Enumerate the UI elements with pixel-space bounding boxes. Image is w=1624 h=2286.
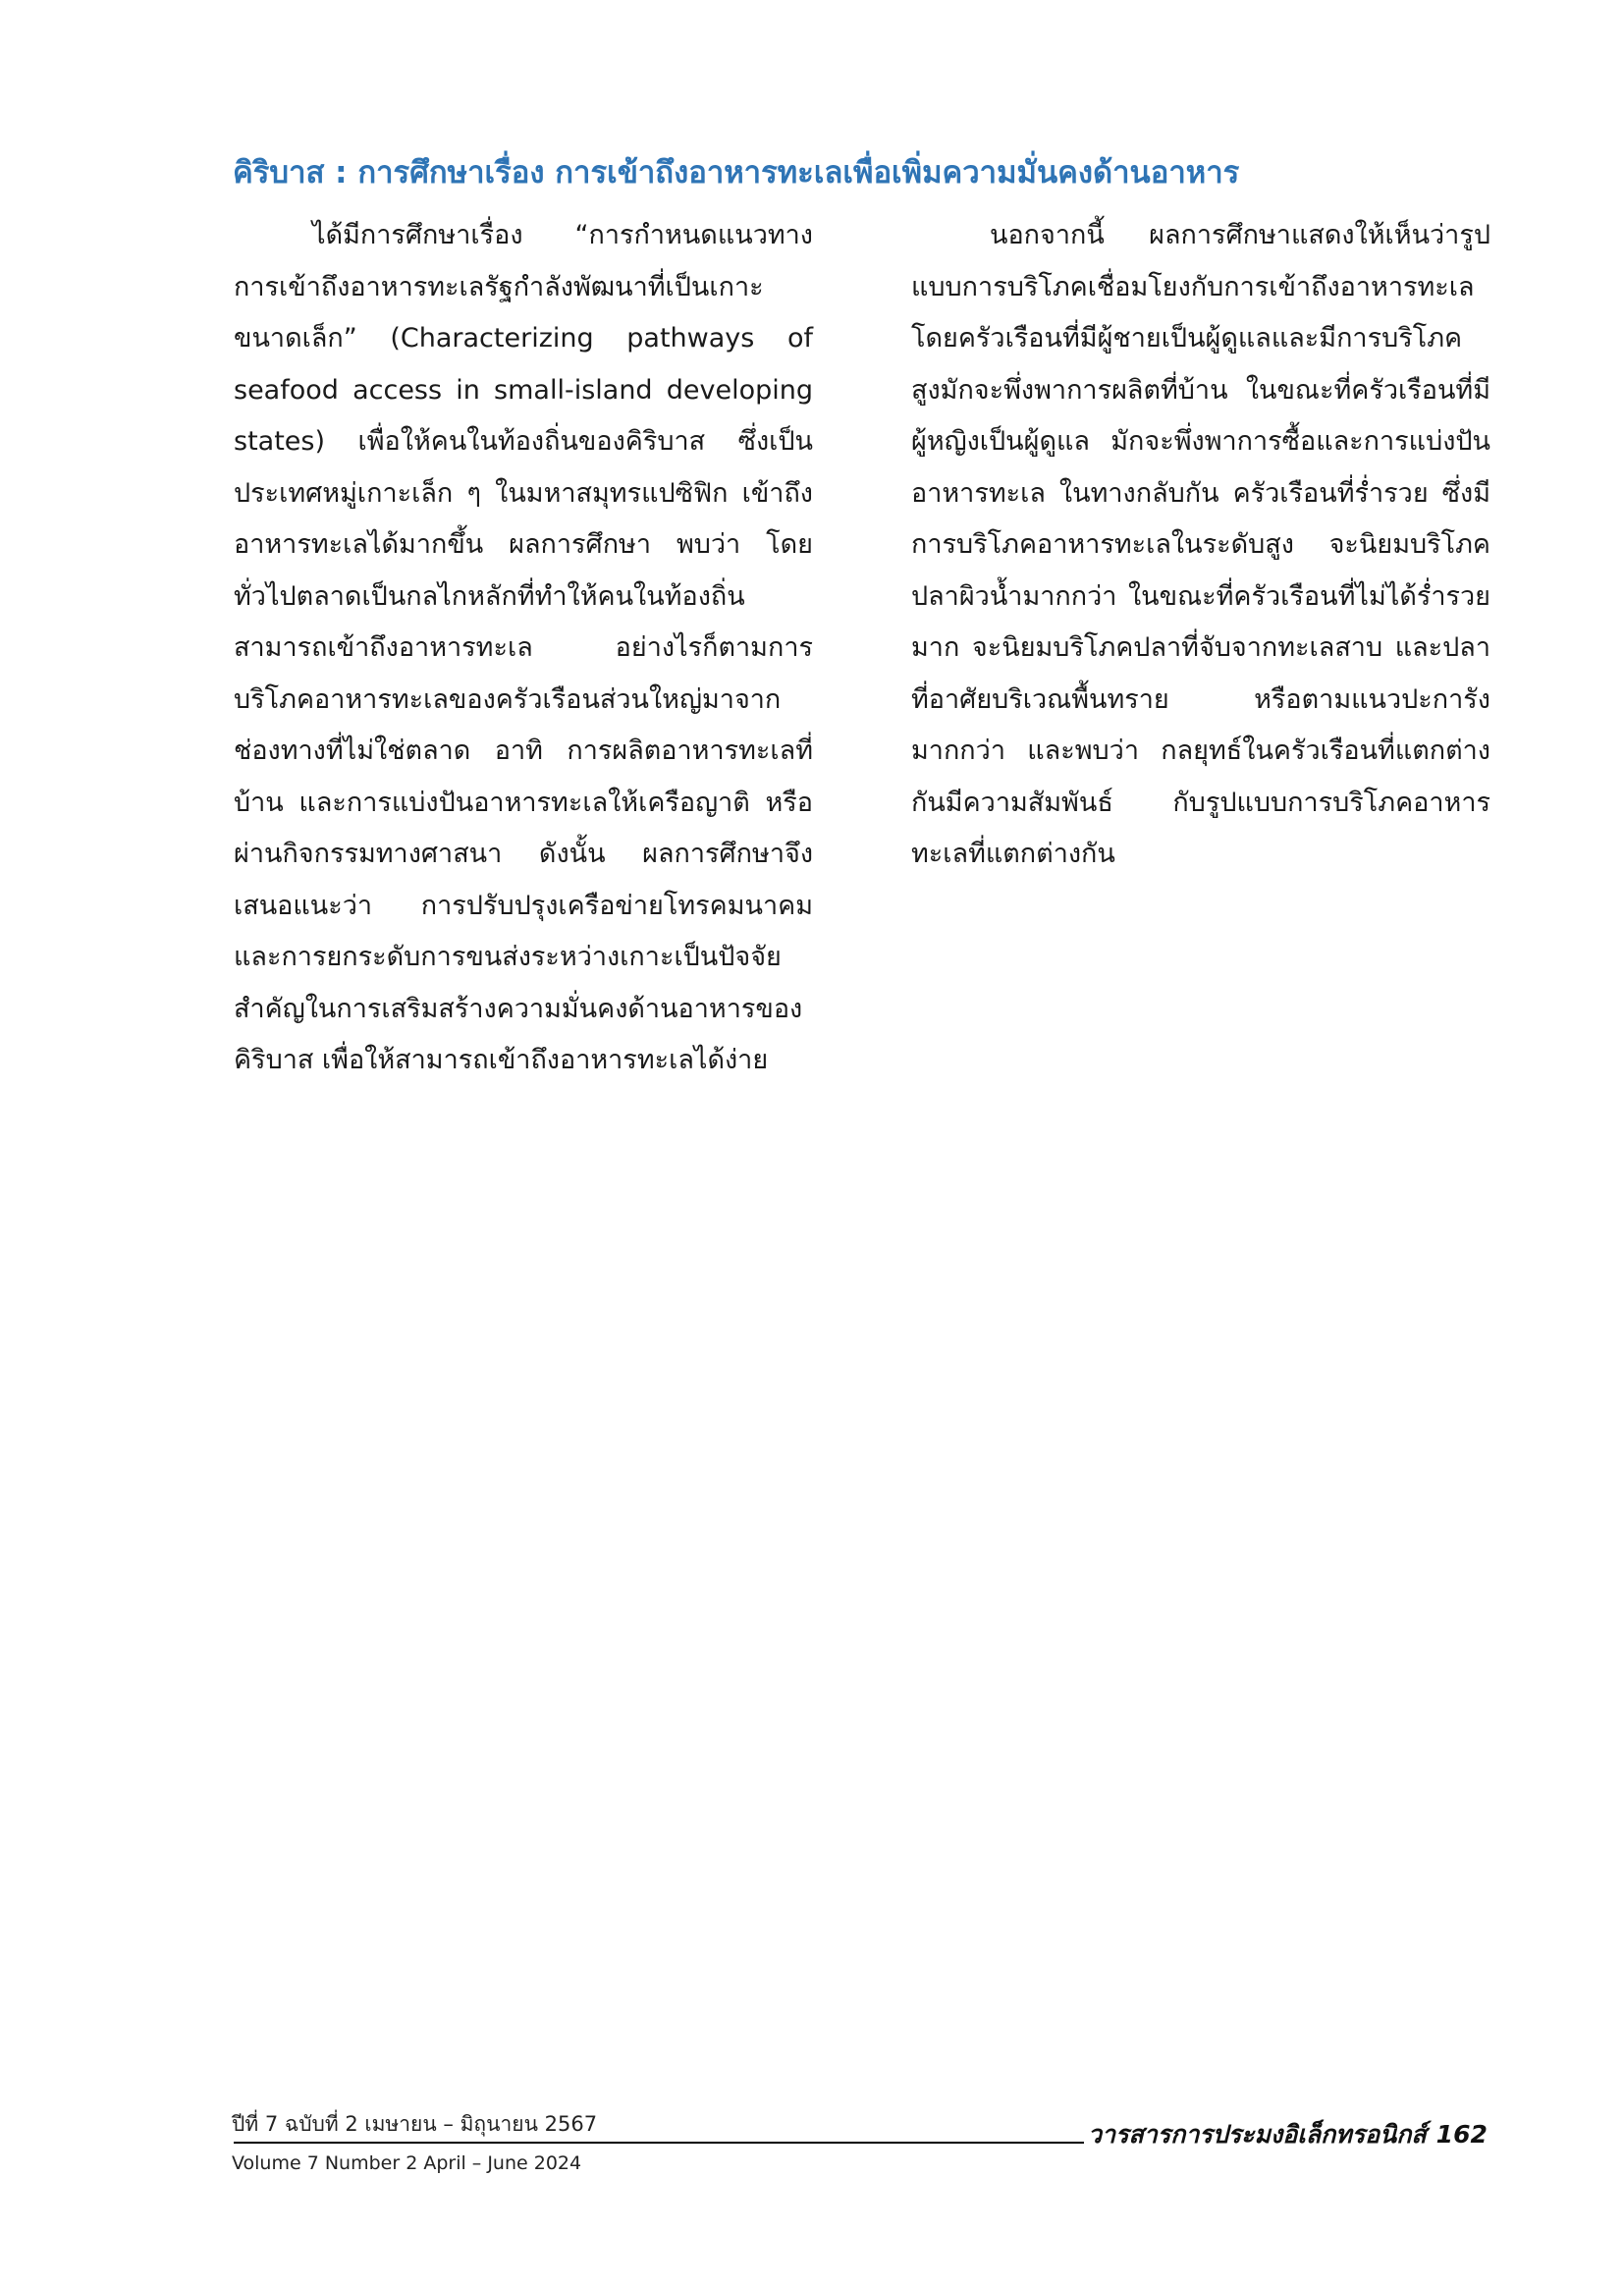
page-number: 162 [1435,2120,1488,2149]
left-column [234,210,813,1087]
right-paragraph: นอกจากนี้ ผลการศึกษาแสดงให้เห็นว่ารูปแบบการบริโภคเชื่อมโยงกับการเข้าถึงอาหารทะเล โดยครัวเรือนที่มีผู้ชายเป็นผู้ดูแลและมีการบริโภคสูงมักจะพึ่งพาการผลิตที่บ้าน ในขณะที่ครัวเรือนที่มีผู้หญิงเป็นผู้ดูแล มักจะพึ่งพาการซื้อและการแบ่งปันอาหารทะเล ในทางกลับกัน ครัวเรือนที่ร่ำรวย ซึ่งมีการบริโภคอาหารทะเลในระดับสูง จะนิยมบริโภคปลาผิวน้ำมากกว่า ในขณะที่ครัวเรือนที่ไม่ได้ร่ำรวยมาก จะนิยมบริโภคปลาที่จับจากทะเลสาบ และปลาที่อาศัยบริเวณพื้นทราย หรือตามแนวปะการังมากกว่า และพบว่า กลยุทธ์ในครัวเรือนที่แตกต่างกันมีความสัมพันธ์ กับรูปแบบการบริโภคอาหารทะเลที่แตกต่างกัน [911,220,1490,869]
article-title: คิริบาส : การศึกษาเรื่อง การเข้าถึงอาหารทะเลเพื่อเพิ่มความมั่นคงด้านอาหาร [233,155,1240,190]
footer-journal [1088,2117,1488,2152]
right-column [911,210,1490,881]
left-paragraph: ได้มีการศึกษาเรื่อง “การกำหนดแนวทางการเข้าถึงอาหารทะเลรัฐกำลังพัฒนาที่เป็นเกาะขนาดเล็ก” (Characterizing pathways of seafood access in small-island developing states) เพื่อให้คนในท้องถิ่นของคิริบาส ซึ่งเป็นประเทศหมู่เกาะเล็ก ๆ ในมหาสมุทรแปซิฟิก เข้าถึงอาหารทะเลได้มากขึ้น ผลการศึกษา พบว่า โดยทั่วไปตลาดเป็นกลไกหลักที่ทำให้คนในท้องถิ่นสามารถเข้าถึงอาหารทะเล อย่างไรก็ตามการบริโภคอาหารทะเลของครัวเรือนส่วนใหญ่มาจากช่องทางที่ไม่ใช่ตลาด อาทิ การผลิตอาหารทะเลที่บ้าน และการแบ่งปันอาหารทะเลให้เครือญาติ หรือผ่านกิจกรรมทางศาสนา ดังนั้น ผลการศึกษาจึงเสนอแนะว่า การปรับปรุงเครือข่ายโทรคมนาคม และการยกระดับการขนส่งระหว่างเกาะเป็นปัจจัยสำคัญในการเสริมสร้างความมั่นคงด้านอาหารของคิริบาส เพื่อให้สามารถเข้าถึงอาหารทะเลได้ง่าย [234,220,813,1075]
journal-name: วารสารการประมงอิเล็กทรอนิกส์ [1088,2120,1427,2149]
footer-rule [234,2142,1084,2144]
footer-issue-english: Volume 7 Number 2 April – June 2024 [232,2152,582,2174]
footer-issue-thai: ปีที่ 7 ฉบับที่ 2 เมษายน – มิถุนายน 2567 [232,2112,598,2136]
